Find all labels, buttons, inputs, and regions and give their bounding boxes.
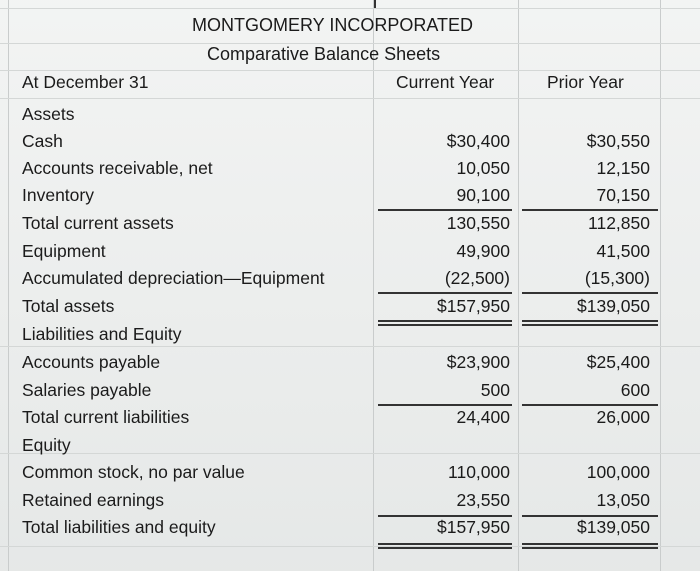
prior-year-value: 600 [620,380,650,400]
prior-year-value: 112,850 [588,213,650,233]
current-year-value: 49,900 [456,241,510,261]
subtotal-underline-current [378,209,512,211]
row-label: Total current assets [22,213,174,233]
grid-row-line [0,546,700,547]
row-label: Equity [22,435,71,455]
total-double-underline-prior [522,320,658,322]
grid-row-line [0,8,700,9]
current-year-value: 24,400 [456,407,510,427]
statement-row [0,293,700,320]
statement-row [0,321,700,348]
row-label: Retained earnings [22,490,165,510]
row-label: Cash [22,131,63,151]
prior-year-header: Prior Year [547,72,624,92]
prior-year-value: 100,000 [586,462,650,482]
statement-row [0,349,700,376]
prior-year-value: $30,550 [586,131,650,151]
current-year-value: 90,100 [456,185,510,205]
row-label: Inventory [22,185,94,205]
row-label: Accounts receivable, net [22,158,213,178]
current-year-value: $157,950 [437,296,510,316]
row-label: Liabilities and Equity [22,324,182,344]
total-double-underline-prior [522,543,658,545]
current-year-header: Current Year [396,72,495,92]
date-label: At December 31 [22,72,149,92]
row-label: Accumulated depreciation—Equipment [22,268,325,288]
row-label: Salaries payable [22,380,152,400]
statement-title: Comparative Balance Sheets [207,44,441,64]
subtotal-underline-current [378,515,512,517]
statement-row [0,377,700,404]
row-label: Total assets [22,296,115,316]
prior-year-value: $139,050 [577,296,650,316]
current-year-value: $23,900 [446,352,510,372]
row-label: Equipment [22,241,106,261]
current-year-value: (22,500) [444,268,510,288]
statement-row [0,128,700,155]
statement-row [0,487,700,514]
prior-year-value: (15,300) [584,268,650,288]
subtotal-underline-current [378,292,512,294]
total-double-underline-current [378,320,512,322]
subtotal-underline-prior [522,404,658,406]
cell-cursor-marker [374,0,376,8]
statement-row [0,514,700,541]
statement-row [0,265,700,292]
row-label: Common stock, no par value [22,462,245,482]
column-header-row [0,69,700,96]
total-double-underline-current [378,543,512,545]
statement-row [0,101,700,128]
statement-row [0,404,700,431]
row-label: Total liabilities and equity [22,517,216,537]
current-year-value: 130,550 [446,213,510,233]
statement-row [0,182,700,209]
row-label: Total current liabilities [22,407,190,427]
prior-year-value: 41,500 [596,241,650,261]
statement-row [0,210,700,237]
current-year-value: 23,550 [456,490,510,510]
prior-year-value: 12,150 [596,158,650,178]
current-year-value: $30,400 [446,131,510,151]
subtotal-underline-current [378,404,512,406]
row-label: Accounts payable [22,352,161,372]
statement-row [0,155,700,182]
current-year-value: 10,050 [456,158,510,178]
statement-row [0,238,700,265]
prior-year-value: $25,400 [586,352,650,372]
grid-row-line [0,98,700,99]
company-title: MONTGOMERY INCORPORATED [192,15,474,35]
subtotal-underline-prior [522,515,658,517]
subtotal-underline-prior [522,209,658,211]
row-label: Assets [22,104,75,124]
statement-row [0,459,700,486]
subtotal-underline-prior [522,292,658,294]
current-year-value: 110,000 [448,462,510,482]
current-year-value: 500 [480,380,510,400]
prior-year-value: 70,150 [596,185,650,205]
prior-year-value: 26,000 [596,407,650,427]
prior-year-value: $139,050 [577,517,650,537]
current-year-value: $157,950 [437,517,510,537]
prior-year-value: 13,050 [596,490,650,510]
statement-row [0,432,700,459]
